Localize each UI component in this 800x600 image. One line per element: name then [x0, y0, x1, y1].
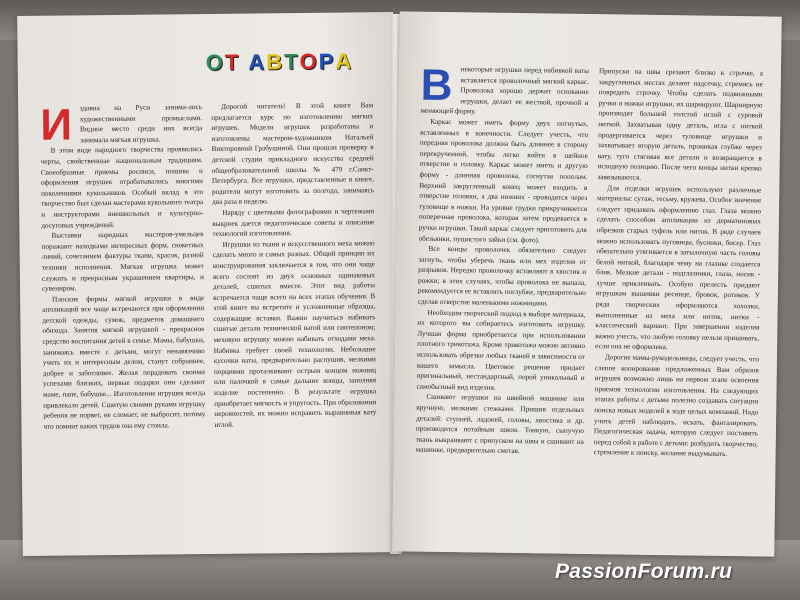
- paragraph: Дорогой читатель! В этой книге Вам предлагается курс по изготовлению мягких игрушек. Модели игрушек разработаны и изготовлены мастером-художником Натальей Викторовной Грабушиной. Они прошли проверку в детской студии прикладного искусства средней общеобразовательной школы № 479 г.Санкт-Петербурга. Все игрушки, представленные в книге, родители могут изготовить за полгода, занимаясь два раза в неделю.: [211, 101, 375, 207]
- drop-cap: В: [420, 60, 453, 111]
- heading-letter: В: [266, 49, 283, 75]
- right-column-2: [594, 66, 763, 460]
- watermark: PassionForum.ru: [555, 560, 733, 583]
- right-column-1: [415, 60, 590, 458]
- paragraph: Каркас может иметь форму двух погнутых, вставленных в конечности. Следует учесть, что передняя проволока должна быть длиннее в сторону перекрученной, чтобы легко войти в шейное отверстие и головку. Каркас может иметь и другую форму - длинная проволока, согнутая пополам. Верхний закругленный конец может входить в отверстие головки, а два нижних - проводятся через туловище в ножки. На уровне грудки прикручивается поперечная проволока, которая затем продевается в ручки игрушки. Такой каркас следует приготовить для обезьянки, пушистого зайки (см. фото).: [418, 117, 589, 244]
- heading-letter: О: [299, 48, 317, 75]
- paragraph: Выставки народных мастеров-умельцев поражают находками интересных форм, сюжетных линий, сочетанием фактуры ткани, красок, разной техники исполнения. Мягкая игрушка может служить и прекрасным украшением квартиры, и сувениром.: [41, 230, 204, 293]
- paragraph: Все концы проволочек обязательно следует загнуть, чтобы уберечь ткань или мех изделия от разрывов. Нередко проволочку вставляют в хвостик и рожки; в этих случаях, чтобы проволока не выпала, рекомендуется ее вставлять поглубже, предварительно сделав отверстие маленькими ножницами.: [417, 244, 587, 308]
- heading-letter: Т: [224, 49, 239, 75]
- book-spread: [14, 14, 786, 562]
- left-column-2: [211, 100, 376, 430]
- paragraph: Припуски на швы срезают близко к строчке, а закругленных местах делают надсечку, стремясь не повредить строчку. Чтобы сделать подвижными ручки и ножки игрушки, их шарнируют. Шарнирную производят большой толстой иглой с суровой ниткой. Захватывая одну деталь, игла с ниткой продергивается через туловище игрушки и захватывает вторую деталь, проникая глубже через вату, туго стягивая все детали и возвращается в исходную позицию. После чего концы нитки крепко завязываются.: [597, 67, 764, 182]
- drop-cap: И: [40, 100, 73, 150]
- heading-letter: А: [248, 49, 265, 75]
- left-page: [17, 12, 399, 556]
- paragraph: здавна на Руси занима-лись художественными промыслами. Видное место среди них всегда занимала мягкая игрушка.: [79, 103, 203, 145]
- paragraph: Игрушки из ткани и искусственного меха можно сделать много и самых разных. Общий принцип их конструирования заключается в том, что они чаще всего состоят из двух основных одинаковых деталей, сшитых вместе. Этот вид работы встречается чаще всего на всех этапах обучения. В этой книге вы встретите и усложненные образцы, содержащие вставки. Важно научиться набивать сшитые детали технической ватой или синтепоном; меховую игрушку можно набивать отходами меха. Набивка требует своей технологии. Небольшие кусочки ваты, предварительно распушив, мелкими порциями проталкивают острым концом ножниц или палочкой в самые дальние концы, заполняя изделие постепенно. В результате игрушка приобретает мягкость и упругость. При образовании неровностей, их можно исправить выравнивая вату иглой.: [212, 238, 377, 429]
- right-page: [392, 11, 782, 556]
- heading-letter: А: [335, 48, 352, 74]
- paragraph: Для отделки игрушек используют различные материалы: сутаж, тесьму, кружева. Особое значение следует придавать оформлению глаз. Глаза можно сделать способом аппликации из дерматиновых обрезков старых туфель или ниток. В ряде случаев можно использовать пуговицы, бусинки, бисер. Глаз обязательно утягивается в затылочную часть головы белой ниткой, благодаря чему на глазике создается блик. Мелкие детали - подглазники, глаза, носик - лучше приклеивать. Особую прелесть придают игрушкам вышивки реснице, бровок, ротиков. У ряда творческих оформляются хохолки, выполненные из меха или ниток, нитки - классический вариант. При завершении изделия важно учесть, что любую головку нельзя пришивать, если она не оформлена.: [595, 183, 762, 352]
- paragraph: Сшивают игрушки на швейной машинке или вручную, мелкими стежками. Пришив отдельных деталей: ступней, ладоней, головы, хвостика и др. производится потайным швом. Тонкую, сыпучую ткань выкраивают с припуском на швы и сшивают на машинке, предварительно сметав.: [415, 393, 585, 456]
- heading-letter: О: [205, 49, 223, 76]
- paragraph: некоторые игрушки перед набивкой ваты вставляется проволочный мягкий каркас. Проволока хорошо держит основание игрушки, делает ее жесткой, прочной и меняющей форму.: [420, 65, 590, 116]
- paragraph: В этом виде народного творчества проявились черты, свойственные национальным традициям. Своеобразные приемы росписи, пошива и оформления игрушек отрабатывались многими поколениями кукольников. Особый вклад в это творчество был сделан мастерами кукольного театра и инструкторами внешкольных и культурно-досуговых учреждений.: [40, 145, 204, 230]
- paragraph: Необходим творческий подход в выборе материала, из которого вы собираетесь изготовить игрушку. Лучшая форма приобретается при использовании плотного трикотажа. Кроме трикотажа можно активно использовать обрезки любых тканей в зависимости от вашего замысла. Цветовое решение придает оригинальный, нестандартный, порой уникальный и самобытный вид изделия.: [416, 308, 586, 392]
- heading-letter: Т: [283, 49, 298, 75]
- heading-letter: Р: [318, 48, 334, 74]
- left-column-1: [40, 102, 205, 432]
- section-heading: [206, 50, 352, 74]
- paragraph: Плоские формы мягкой игрушки в виде аппликаций все чаще встречаются при оформлении детской одежды, сумок, предметов домашнего обихода. Занятия мягкой игрушкой - прекрасное средство воспитания детей в семье. Мамы, бабушки, занимаясь вместе с детьми, могут ненавязчиво учить их и интересным делом, станут собраннее, добрее и заботливее. Желая порадовать своими успехами близких, первые подарки они сделают маме, папе, бабушке... Изготовление игрушек всегда привлекало детей. Сшитую своими руками игрушку ребенок не порвет, не сломает, не выбросит, потому что помнит каких трудов она ему стоила.: [42, 293, 206, 431]
- paragraph: Дорогие мамы-рукодельницы, следует учесть, что слепое копирование предложенных Вам образов игрушек возможно лишь на первом этапе освоения приемов технологии изготовления. На следующих этапах работы с детьми полезно создавать ситуации поиска новых моделей в ходе целых компаний. Надо учить детей наблюдать, искать, фантазировать. Педагогическая задача, которую следует поставить перед собой в работе с детьми: разбудить творчество, стремление к поиску, желание выдумывать.: [593, 353, 760, 459]
- paragraph: Наряду с цветными фотографиями и чертежами выкроек дается педагогическое советы и описание технологий изготовления.: [212, 207, 375, 239]
